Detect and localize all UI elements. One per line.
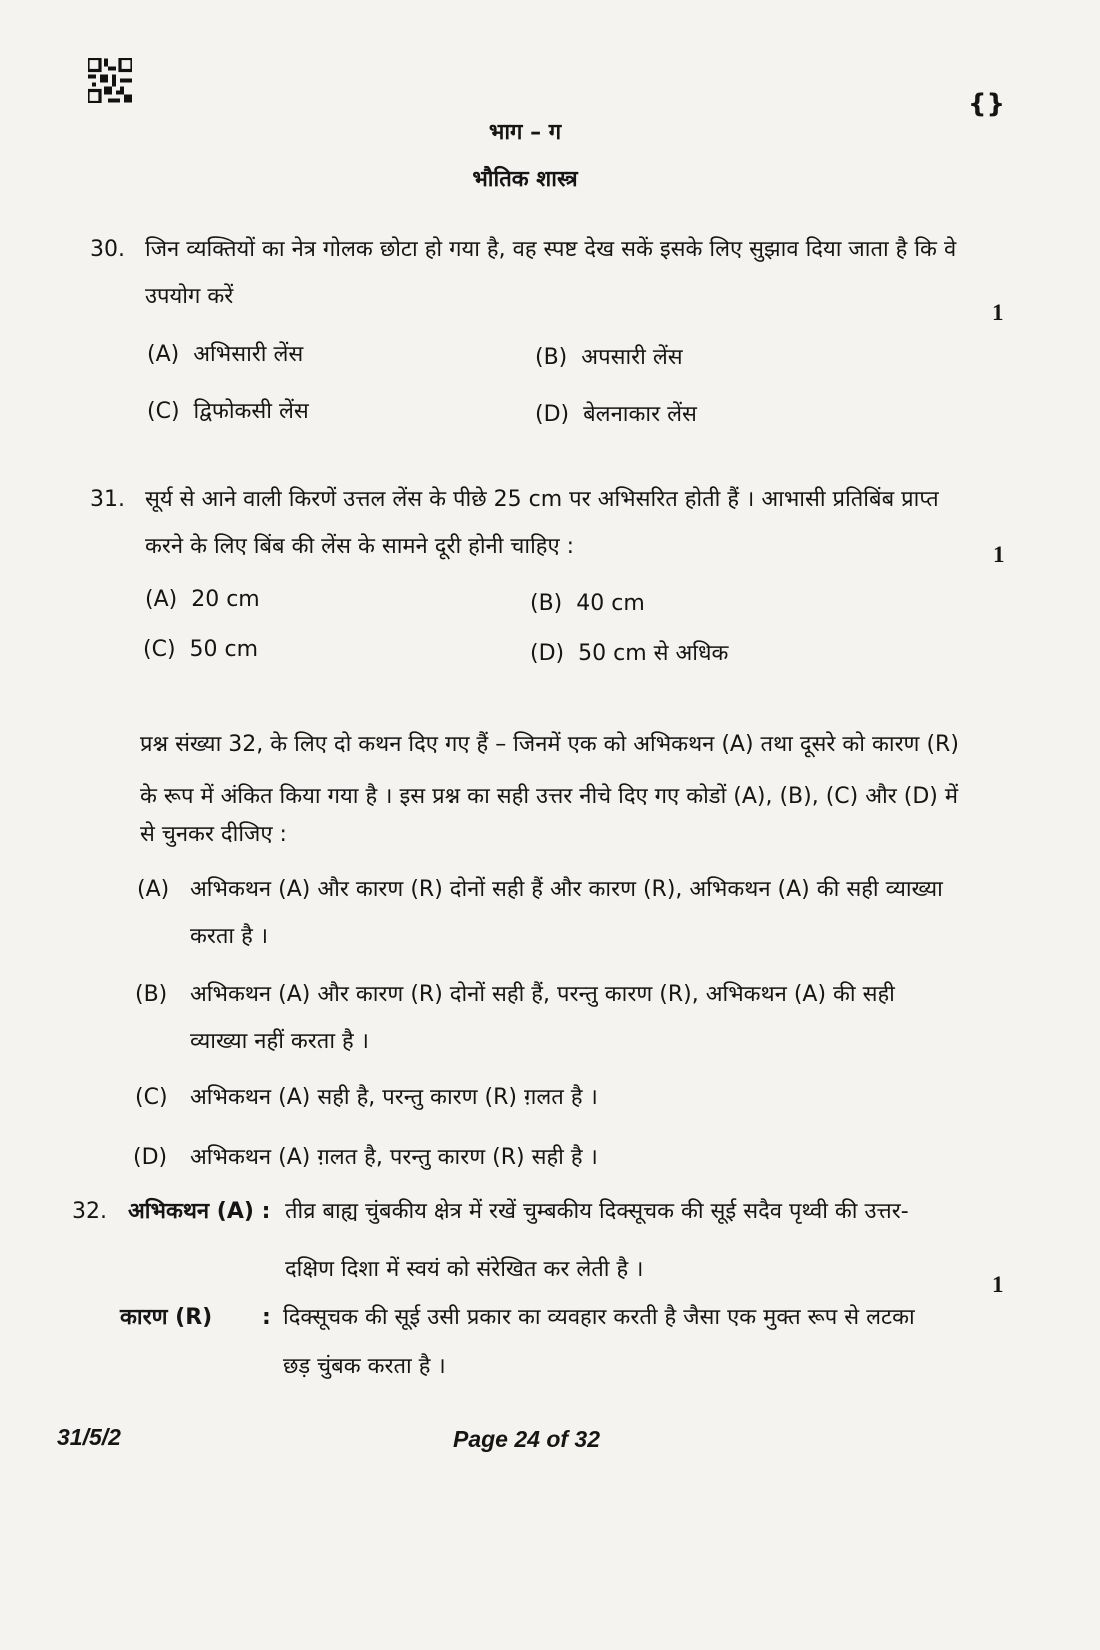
question-text: उपयोग करें — [145, 284, 234, 309]
assertion-text: तीव्र बाह्य चुंबकीय क्षेत्र में रखें चुम्बकीय दिक्सूचक की सूई सदैव पृथ्वी की उत्तर- — [285, 1199, 909, 1224]
code-b-text: अभिकथन (A) और कारण (R) दोनों सही हैं, परन्तु कारण (R), अभिकथन (A) की सही — [190, 982, 895, 1007]
instruction-text: प्रश्न संख्या 32, के लिए दो कथन दिए गए हैं – जिनमें एक को अभिकथन (A) तथा दूसरे को कारण (R) — [140, 732, 959, 757]
code-d-label: (D) — [133, 1145, 168, 1170]
code-a-text: करता है । — [190, 924, 269, 949]
code-b-label: (B) — [135, 982, 168, 1007]
option-d: (D) 50 cm से अधिक — [530, 641, 729, 666]
option-b: (B) 40 cm — [530, 591, 645, 616]
instruction-text: से चुनकर दीजिए : — [140, 822, 287, 847]
code-c-label: (C) — [135, 1085, 168, 1110]
marks: 1 — [992, 1272, 1004, 1297]
code-c-text: अभिकथन (A) सही है, परन्तु कारण (R) ग़लत है । — [190, 1085, 598, 1110]
question-number: 30. — [90, 237, 125, 262]
question-text: करने के लिए बिंब की लेंस के सामने दूरी होनी चाहिए : — [145, 534, 575, 559]
question-text: सूर्य से आने वाली किरणें उत्तल लेंस के पीछे 25 cm पर अभिसरित होती हैं । आभासी प्रतिबिंब प्राप्त — [145, 487, 939, 512]
code-b-text: व्याख्या नहीं करता है । — [190, 1029, 370, 1054]
question-text: जिन व्यक्तियों का नेत्र गोलक छोटा हो गया है, वह स्पष्ट देख सकें इसके लिए सुझाव दिया जाता है कि वे — [145, 237, 957, 262]
code-a-label: (A) — [137, 877, 170, 902]
code-d-text: अभिकथन (A) ग़लत है, परन्तु कारण (R) सही है । — [190, 1145, 598, 1170]
option-a: (A) अभिसारी लेंस — [147, 342, 304, 367]
option-d: (D) बेलनाकार लेंस — [535, 402, 697, 427]
reason-colon: : — [262, 1305, 271, 1330]
question-number: 32. — [72, 1199, 107, 1224]
qr-code — [88, 58, 132, 103]
instruction-text: के रूप में अंकित किया गया है । इस प्रश्न का सही उत्तर नीचे दिए गए कोडों (A), (B), (C) और (D) में — [140, 784, 958, 809]
paper-code: 31/5/2 — [57, 1424, 121, 1450]
marks: 1 — [993, 542, 1005, 567]
question-number: 31. — [90, 487, 125, 512]
reason-text: दिक्सूचक की सूई उसी प्रकार का व्यवहार करती है जैसा एक मुक्त रूप से लटका — [283, 1305, 915, 1330]
code-a-text: अभिकथन (A) और कारण (R) दोनों सही हैं और कारण (R), अभिकथन (A) की सही व्याख्या — [190, 877, 943, 902]
option-c: (C) द्विफोकसी लेंस — [147, 399, 309, 424]
subject-title: भौतिक शास्त्र — [472, 167, 578, 192]
brace-mark: {} — [968, 89, 1006, 119]
page-number: Page 24 of 32 — [453, 1426, 601, 1452]
option-a: (A) 20 cm — [145, 587, 260, 612]
assertion-label: अभिकथन (A) : — [128, 1199, 271, 1224]
option-c: (C) 50 cm — [143, 637, 259, 662]
section-title: भाग – ग — [488, 120, 562, 145]
marks: 1 — [992, 300, 1004, 325]
reason-text: छड़ चुंबक करता है । — [283, 1354, 446, 1379]
option-b: (B) अपसारी लेंस — [535, 345, 683, 370]
reason-label: कारण (R) — [120, 1305, 213, 1330]
assertion-text: दक्षिण दिशा में स्वयं को संरेखित कर लेती है । — [285, 1257, 644, 1282]
